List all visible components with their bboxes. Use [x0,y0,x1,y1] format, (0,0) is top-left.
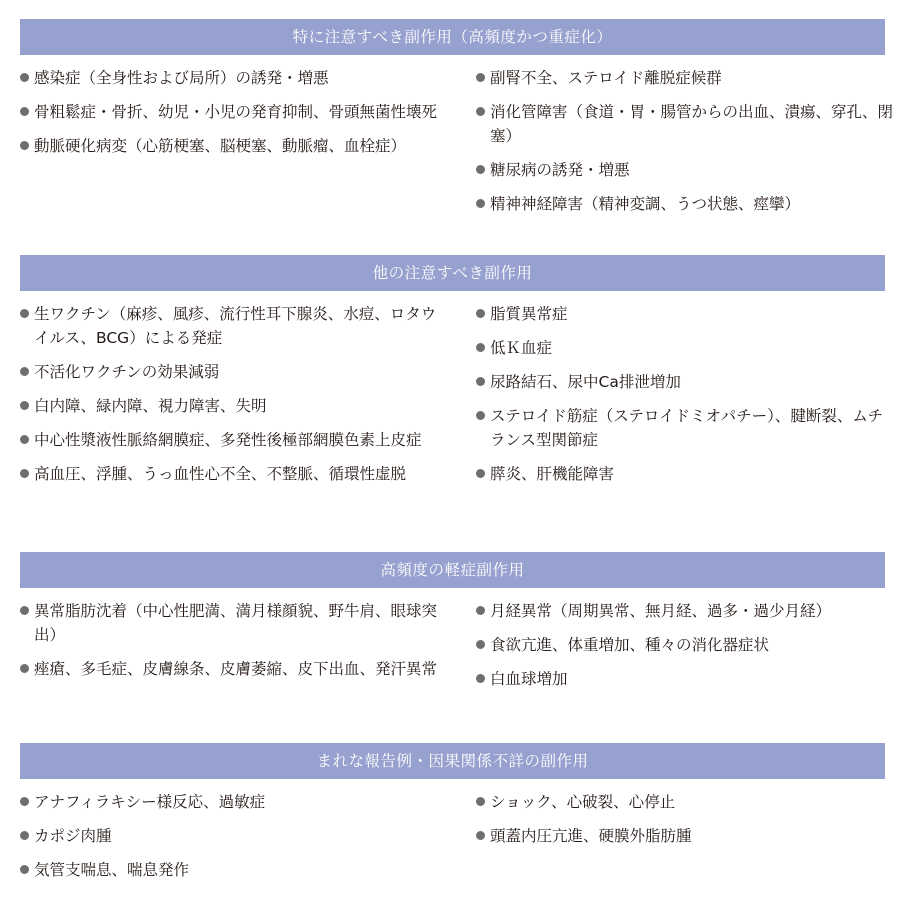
list-item [20,858,440,882]
bullet-icon [476,377,485,386]
list-item [20,599,440,647]
list-item [476,404,896,452]
bullet-icon [20,367,29,376]
bullet-icon [476,343,485,352]
list-item [20,134,440,158]
list-item [476,100,896,148]
right-column [476,599,896,701]
item-text: 消化管障害（食道・胃・腸管からの出血、潰瘍、穿孔、閉塞） [490,103,894,145]
bullet-icon [20,401,29,410]
list-item [20,100,440,124]
item-text: 白血球増加 [490,670,568,688]
left-column [20,790,440,892]
bullet-icon [20,107,29,116]
list-item [476,158,896,182]
bullet-icon [476,469,485,478]
bullet-icon [476,309,485,318]
bullet-icon [20,141,29,150]
bullet-icon [476,165,485,174]
bullet-icon [20,797,29,806]
item-text: 動脈硬化病変（心筋梗塞、脳梗塞、動脈瘤、血栓症） [34,137,407,155]
list-item [20,360,440,384]
bullet-icon [476,606,485,615]
list-item [20,824,440,848]
item-text: 気管支喘息、喘息発作 [34,861,190,879]
bullet-icon [476,411,485,420]
left-column [20,66,440,168]
item-text: 月経異常（周期異常、無月経、過多・過少月経） [490,602,832,620]
list-item [20,302,440,350]
bullet-icon [20,469,29,478]
list-item [20,657,440,681]
item-text: 骨粗鬆症・骨折、幼児・小児の発育抑制、骨頭無菌性壊死 [34,103,438,121]
bullet-icon [20,435,29,444]
section-mild-side-effects [20,552,885,688]
item-text: 不活化ワクチンの効果減弱 [34,363,220,381]
list-item [20,462,440,486]
right-column [476,790,896,858]
item-text: 精神神経障害（精神変調、うつ状態、痙攣） [490,195,801,213]
list-item [476,370,896,394]
list-item [20,428,440,452]
bullet-icon [20,865,29,874]
list-item [476,302,896,326]
list-item [20,790,440,814]
section-header: 高頻度の軽症副作用 [20,552,885,588]
item-text: ステロイド筋症（ステロイドミオパチー）、腱断裂、ムチランス型関節症 [490,407,884,449]
bullet-icon [20,664,29,673]
list-item [20,66,440,90]
section-header: まれな報告例・因果関係不詳の副作用 [20,743,885,779]
item-text: 膵炎、肝機能障害 [490,465,615,483]
section-header: 他の注意すべき副作用 [20,255,885,291]
left-column [20,302,440,496]
right-column [476,66,896,226]
list-item [476,462,896,486]
list-item [20,394,440,418]
bullet-icon [476,797,485,806]
right-column [476,302,896,496]
item-text: 尿路結石、尿中Ca排泄増加 [490,373,681,391]
bullet-icon [476,640,485,649]
bullet-icon [20,309,29,318]
left-column [20,599,440,691]
item-text: 副腎不全、ステロイド離脱症候群 [490,69,722,87]
list-item [476,336,896,360]
item-text: ショック、心破裂、心停止 [490,793,676,811]
item-text: 生ワクチン（麻疹、風疹、流行性耳下腺炎、水痘、ロタウイルス、BCG）による発症 [34,305,437,347]
item-text: 高血圧、浮腫、うっ血性心不全、不整脈、循環性虚脱 [34,465,407,483]
section-header: 特に注意すべき副作用（高頻度かつ重症化） [20,19,885,55]
bullet-icon [476,107,485,116]
item-text: 低Ｋ血症 [490,339,553,357]
item-text: 痤瘡、多毛症、皮膚線条、皮膚萎縮、皮下出血、発汗異常 [34,660,438,678]
section-serious-side-effects [20,19,894,213]
bullet-icon [476,831,485,840]
item-text: 中心性漿液性脈絡網膜症、多発性後極部網膜色素上皮症 [34,431,422,449]
bullet-icon [476,73,485,82]
item-text: 糖尿病の誘発・増悪 [490,161,630,179]
item-text: カポジ肉腫 [34,827,112,845]
item-text: 頭蓋内圧亢進、硬膜外脂肪腫 [490,827,692,845]
bullet-icon [20,73,29,82]
list-item [476,66,896,90]
bullet-icon [20,831,29,840]
item-text: アナフィラキシー様反応、過敏症 [34,793,266,811]
list-item [476,667,896,691]
bullet-icon [20,606,29,615]
list-item [476,633,896,657]
list-item [476,599,896,623]
bullet-icon [476,674,485,683]
item-text: 感染症（全身性および局所）の誘発・増悪 [34,69,329,87]
section-other-side-effects [20,255,885,483]
item-text: 食欲亢進、体重増加、種々の消化器症状 [490,636,770,654]
section-rare-side-effects [20,743,885,879]
item-text: 脂質異常症 [490,305,568,323]
list-item [476,790,896,814]
bullet-icon [476,199,485,208]
item-text: 異常脂肪沈着（中心性肥満、満月様顔貌、野牛肩、眼球突出） [34,602,438,644]
list-item [476,192,896,216]
item-text: 白内障、緑内障、視力障害、失明 [34,397,267,415]
list-item [476,824,896,848]
